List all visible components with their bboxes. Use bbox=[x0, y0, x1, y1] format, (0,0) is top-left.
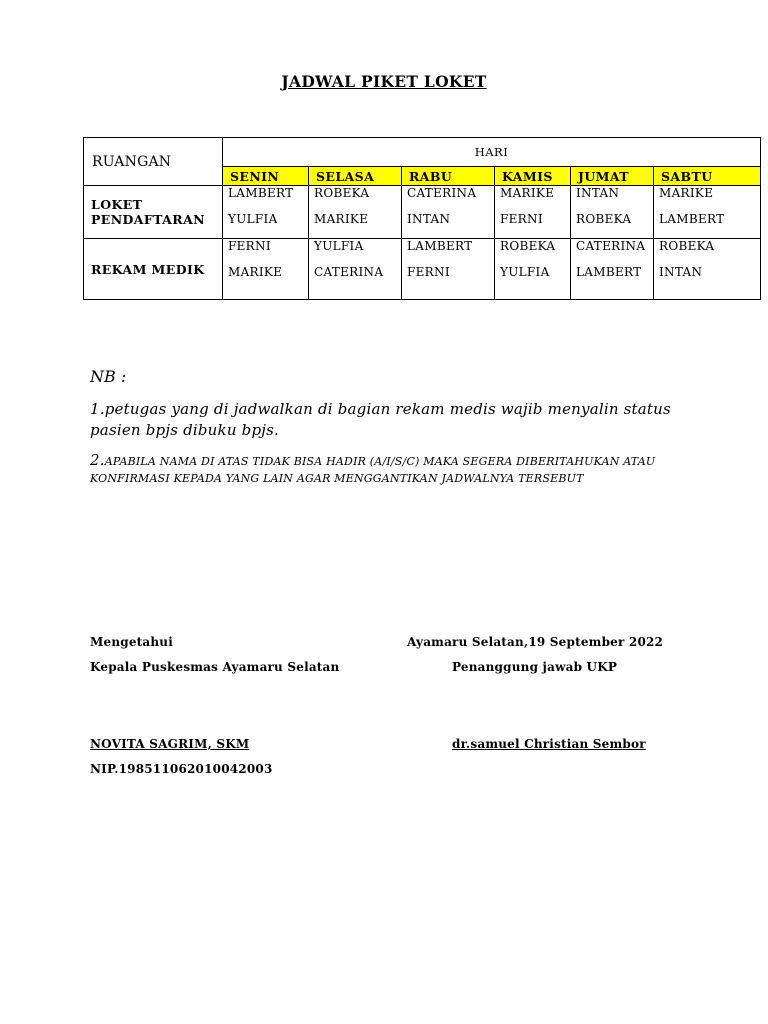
staff-name: YULFIA bbox=[500, 265, 550, 279]
schedule-cell bbox=[495, 239, 571, 300]
notes-label: NB : bbox=[90, 367, 127, 386]
note-2 bbox=[90, 452, 690, 487]
ruangan-header: RUANGAN bbox=[84, 138, 223, 186]
room-label bbox=[84, 186, 223, 239]
table-header-row bbox=[84, 138, 761, 167]
schedule-cell bbox=[654, 186, 761, 239]
staff-name: CATERINA bbox=[314, 265, 384, 279]
table-row-loket-pendaftaran bbox=[84, 186, 761, 239]
room-label-line: PENDAFTARAN bbox=[91, 212, 205, 227]
signature-place-date: Ayamaru Selatan,19 September 2022 bbox=[407, 635, 664, 649]
staff-name: ROBEKA bbox=[500, 239, 556, 253]
staff-name: LAMBERT bbox=[407, 239, 473, 253]
hari-header: HARI bbox=[223, 138, 761, 167]
schedule-cell bbox=[402, 239, 495, 300]
schedule-table bbox=[83, 137, 761, 300]
day-selasa: SELASA bbox=[309, 167, 402, 186]
room-label-line: REKAM MEDIK bbox=[91, 261, 205, 277]
schedule-cell bbox=[571, 239, 654, 300]
staff-name: FERNI bbox=[407, 265, 450, 279]
staff-name: ROBEKA bbox=[314, 186, 370, 200]
staff-name: YULFIA bbox=[314, 239, 364, 253]
staff-name: LAMBERT bbox=[659, 212, 725, 226]
staff-name: LAMBERT bbox=[576, 265, 642, 279]
staff-name: MARIKE bbox=[228, 265, 283, 279]
schedule-cell bbox=[309, 239, 402, 300]
schedule-cell bbox=[495, 186, 571, 239]
staff-name: FERNI bbox=[500, 212, 543, 226]
schedule-cell bbox=[402, 186, 495, 239]
staff-name: MARIKE bbox=[314, 212, 369, 226]
staff-name: MARIKE bbox=[659, 186, 714, 200]
room-label-line: LOKET bbox=[91, 197, 143, 212]
staff-name: ROBEKA bbox=[576, 212, 632, 226]
day-sabtu: SABTU bbox=[654, 167, 761, 186]
day-rabu: RABU bbox=[402, 167, 495, 186]
staff-name: INTAN bbox=[407, 212, 451, 226]
schedule-cell bbox=[223, 186, 309, 239]
day-kamis: KAMIS bbox=[495, 167, 571, 186]
signature-left-position: Kepala Puskesmas Ayamaru Selatan bbox=[90, 660, 340, 674]
room-label bbox=[84, 239, 223, 300]
signature-right-position: Penanggung jawab UKP bbox=[452, 660, 618, 674]
staff-name: MARIKE bbox=[500, 186, 555, 200]
signature-left-label: Mengetahui bbox=[90, 635, 173, 649]
day-senin: SENIN bbox=[223, 167, 309, 186]
staff-name: INTAN bbox=[576, 186, 620, 200]
day-jumat: JUMAT bbox=[571, 167, 654, 186]
note-2-number: 2. bbox=[90, 451, 105, 469]
staff-name: INTAN bbox=[659, 265, 703, 279]
schedule-cell bbox=[223, 239, 309, 300]
signature-left-nip: NIP.198511062010042003 bbox=[90, 762, 273, 776]
staff-name: YULFIA bbox=[228, 212, 278, 226]
note-2-text: APABILA NAMA DI ATAS TIDAK BISA HADIR (A/I/S/C) MAKA SEGERA DIBERITAHUKAN ATAU KONFIRMASI KEPADA YANG LAIN AGAR MENGGANTIKAN JADWALNYA TERSEBUT bbox=[90, 455, 656, 485]
document-title: JADWAL PIKET LOKET bbox=[281, 72, 487, 91]
signature-right-name: dr.samuel Christian Sembor bbox=[452, 737, 646, 751]
staff-name: CATERINA bbox=[576, 239, 646, 253]
staff-name: FERNI bbox=[228, 239, 271, 253]
staff-name: ROBEKA bbox=[659, 239, 715, 253]
schedule-cell bbox=[654, 239, 761, 300]
table-row-rekam-medik bbox=[84, 239, 761, 300]
signature-left-name: NOVITA SAGRIM, SKM bbox=[90, 737, 250, 751]
schedule-cell bbox=[571, 186, 654, 239]
staff-name: LAMBERT bbox=[228, 186, 294, 200]
schedule-cell bbox=[309, 186, 402, 239]
note-1: 1.petugas yang di jadwalkan di bagian rekam medis wajib menyalin status pasien bpjs dibuku bpjs. bbox=[90, 400, 671, 439]
staff-name: CATERINA bbox=[407, 186, 477, 200]
